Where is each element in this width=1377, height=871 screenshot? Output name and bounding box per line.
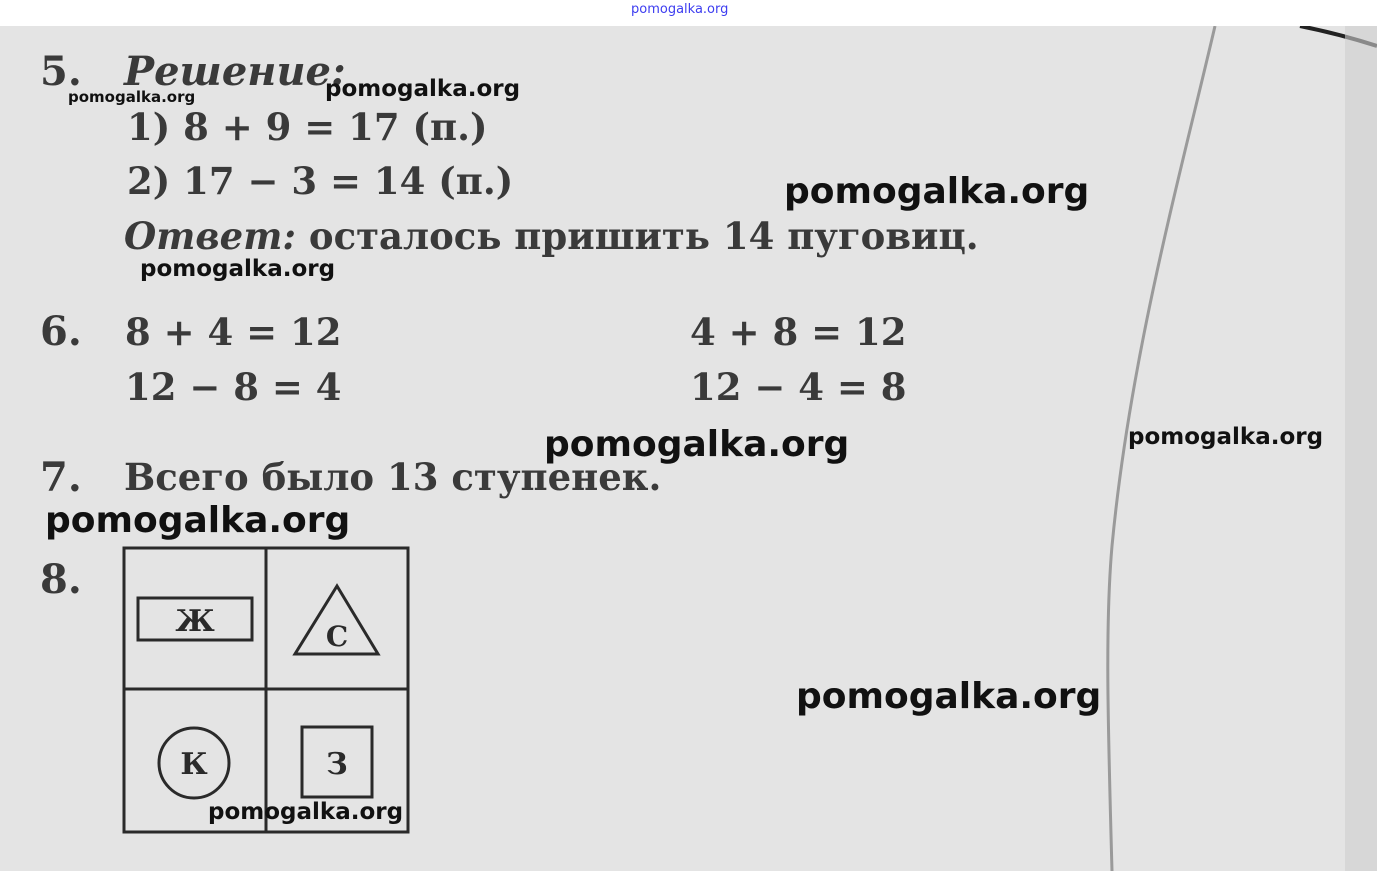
rectangle-letter: Ж: [175, 604, 215, 639]
task5-step1: 1) 8 + 9 = 17 (п.): [127, 105, 488, 149]
task5-answer: [124, 214, 979, 258]
task6-eq2: 12 − 8 = 4: [125, 365, 342, 409]
watermark: pomogalka.org: [784, 171, 1090, 212]
task5-number: 5.: [40, 48, 82, 95]
watermark: pomogalka.org: [325, 76, 521, 102]
watermark: pomogalka.org: [68, 88, 196, 106]
watermark: pomogalka.org: [544, 424, 850, 465]
task5-answer-label: Ответ:: [124, 214, 297, 258]
triangle-letter: С: [325, 620, 349, 653]
watermark: pomogalka.org: [1128, 424, 1324, 450]
square-letter: З: [326, 747, 348, 782]
task8-number: 8.: [40, 556, 82, 603]
watermark: pomogalka.org: [796, 676, 1102, 717]
watermark: pomogalka.org: [208, 799, 404, 825]
task5-step2: 2) 17 − 3 = 14 (п.): [127, 159, 514, 203]
scanned-page: [0, 26, 1377, 871]
task6-eq4: 12 − 4 = 8: [690, 365, 907, 409]
task7-text: Всего было 13 ступенек.: [124, 455, 662, 499]
task8-figure-grid: [122, 546, 412, 836]
task6-eq3: 4 + 8 = 12: [690, 310, 907, 354]
watermark: pomogalka.org: [140, 256, 336, 282]
task6-number: 6.: [40, 308, 82, 355]
circle-letter: К: [180, 747, 208, 782]
task7-number: 7.: [40, 454, 82, 501]
top-site-watermark: pomogalka.org: [631, 2, 729, 17]
watermark: pomogalka.org: [45, 500, 351, 541]
task5-answer-text: осталось пришить 14 пуговиц.: [296, 214, 979, 258]
task5-heading: Решение:: [124, 48, 346, 95]
task6-eq1: 8 + 4 = 12: [125, 310, 342, 354]
